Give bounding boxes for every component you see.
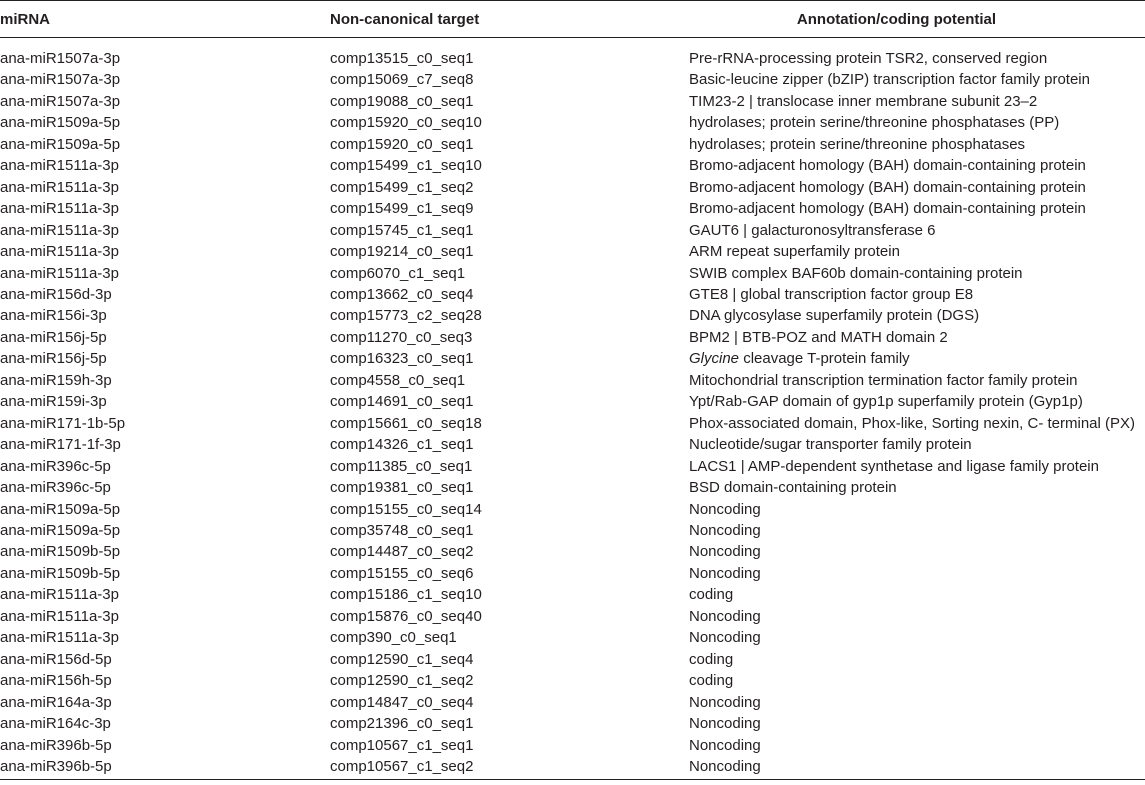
cell-target: comp15773_c2_seq28 [330,307,482,325]
cell-mirna: ana-miR156j-5p [0,350,107,368]
cell-mirna: ana-miR164c-3p [0,715,111,733]
cell-target: comp390_c0_seq1 [330,629,457,647]
table-row [0,177,1145,198]
cell-annotation: ARM repeat superfamily protein [689,243,900,261]
cell-target: comp19214_c0_seq1 [330,243,474,261]
table-row [0,520,1145,541]
cell-target: comp12590_c1_seq2 [330,672,474,690]
cell-mirna: ana-miR171-1f-3p [0,436,121,454]
cell-mirna: ana-miR396c-5p [0,479,111,497]
cell-annotation: LACS1 | AMP-dependent synthetase and ligase family protein [689,457,1099,475]
cell-annotation: Ypt/Rab-GAP domain of gyp1p superfamily protein (Gyp1p) [689,393,1083,411]
cell-target: comp15661_c0_seq18 [330,414,482,432]
table-row [0,692,1145,713]
cell-mirna: ana-miR156d-5p [0,650,112,668]
cell-annotation: DNA glycosylase superfamily protein (DGS) [689,307,980,325]
cell-annotation: Bromo-adjacent homology (BAH) domain-containing protein [689,157,1086,175]
cell-annotation: BSD domain-containing protein [689,479,897,497]
table-header [0,1,1145,38]
cell-annotation: TIM23-2 | translocase inner membrane subunit 23–2 [689,92,1038,110]
header-annotation: Annotation/coding potential [688,1,1145,38]
table-row [0,112,1145,133]
cell-annotation: Noncoding [689,500,761,518]
table-row [0,649,1145,670]
table-row [0,91,1145,112]
cell-mirna: ana-miR1511a-3p [0,264,119,282]
table-row [0,284,1145,305]
cell-target: comp10567_c1_seq2 [330,756,688,780]
cell-target: comp19381_c0_seq1 [330,479,474,497]
cell-annotation: BPM2 | BTB-POZ and MATH domain 2 [689,328,948,346]
cell-mirna: ana-miR396b-5p [0,756,330,780]
cell-annotation: Noncoding [689,629,761,647]
cell-target: comp14326_c1_seq1 [330,436,474,454]
table-row [0,456,1145,477]
cell-mirna: ana-miR1509a-5p [0,521,121,539]
table-body [0,38,1145,780]
cell-mirna: ana-miR1509a-5p [0,114,121,132]
cell-target: comp35748_c0_seq1 [330,521,474,539]
cell-annotation: Basic-leucine zipper (bZIP) transcription factor family protein [689,71,1090,89]
cell-annotation: GAUT6 | galacturonosyltransferase 6 [689,221,936,239]
cell-target: comp4558_c0_seq1 [330,371,466,389]
cell-mirna: ana-miR156h-5p [0,672,112,690]
cell-target: comp6070_c1_seq1 [330,264,466,282]
header-target: Non-canonical target [330,1,688,38]
table-row [0,541,1145,562]
table-row [0,627,1145,648]
cell-target: comp11385_c0_seq1 [330,457,473,475]
cell-mirna: ana-miR156i-3p [0,307,107,325]
table-row [0,670,1145,691]
cell-annotation: coding [689,586,734,604]
cell-annotation: Bromo-adjacent homology (BAH) domain-containing protein [689,178,1086,196]
cell-target: comp15069_c7_seq8 [330,71,474,89]
cell-target: comp21396_c0_seq1 [330,715,474,733]
cell-target: comp15920_c0_seq10 [330,114,482,132]
cell-mirna: ana-miR1509b-5p [0,564,121,582]
cell-target: comp15745_c1_seq1 [330,221,474,239]
table-row [0,370,1145,391]
table-row [0,220,1145,241]
table-row [0,563,1145,584]
cell-mirna: ana-miR1507a-3p [0,92,121,110]
cell-mirna: ana-miR171-1b-5p [0,414,126,432]
table-row [0,241,1145,262]
cell-annotation: Noncoding [689,543,761,561]
cell-annotation [688,348,1145,369]
table-row [0,327,1145,348]
cell-annotation: GTE8 | global transcription factor group E8 [689,285,974,303]
cell-mirna: ana-miR1511a-3p [0,243,119,261]
cell-annotation: Noncoding [689,693,761,711]
cell-target: comp15186_c1_seq10 [330,586,482,604]
table-row [0,263,1145,284]
cell-annotation: Pre-rRNA-processing protein TSR2, conserved region [689,50,1048,67]
table-row [0,606,1145,627]
cell-annotation: Noncoding [689,564,761,582]
cell-mirna: ana-miR1509a-5p [0,135,121,153]
table-row [0,348,1145,369]
cell-target: comp10567_c1_seq1 [330,736,474,754]
cell-target: comp14487_c0_seq2 [330,543,474,561]
cell-mirna: ana-miR156d-3p [0,285,112,303]
cell-annotation: Phox-associated domain, Phox-like, Sorting nexin, C- terminal (PX) [689,414,1136,432]
cell-target: comp12590_c1_seq4 [330,650,474,668]
cell-mirna: ana-miR164a-3p [0,693,112,711]
cell-target: comp11270_c0_seq3 [330,328,473,346]
header-mirna: miRNA [0,1,330,38]
cell-mirna: ana-miR159i-3p [0,393,107,411]
cell-annotation: Noncoding [688,756,1145,780]
cell-target: comp15155_c0_seq14 [330,500,482,518]
cell-annotation: Noncoding [689,521,761,539]
cell-annotation: Mitochondrial transcription termination factor family protein [689,371,1078,389]
table-row [0,713,1145,734]
cell-target: comp15920_c0_seq1 [330,135,474,153]
cell-target: comp15499_c1_seq2 [330,178,474,196]
cell-mirna: ana-miR1511a-3p [0,586,119,604]
cell-target: comp13515_c0_seq1 [330,50,474,67]
cell-annotation: coding [689,672,734,690]
cell-annotation: SWIB complex BAF60b domain-containing protein [689,264,1023,282]
cell-annotation: hydrolases; protein serine/threonine phosphatases [689,135,1026,153]
cell-mirna: ana-miR396b-5p [0,736,112,754]
cell-mirna: ana-miR1511a-3p [0,221,119,239]
cell-annotation: coding [689,650,734,668]
table-row [0,38,1145,70]
cell-mirna: ana-miR1509a-5p [0,500,121,518]
cell-annotation: hydrolases; protein serine/threonine phosphatases (PP) [689,114,1060,132]
cell-target: comp15155_c0_seq6 [330,564,474,582]
cell-annotation: Noncoding [689,715,761,733]
table-row [0,391,1145,412]
table-row [0,305,1145,326]
annotation-italic-term: Glycine [689,350,740,368]
cell-annotation: Bromo-adjacent homology (BAH) domain-containing protein [689,200,1086,218]
cell-target: comp13662_c0_seq4 [330,285,474,303]
cell-mirna: ana-miR1511a-3p [0,157,119,175]
cell-mirna: ana-miR159h-3p [0,371,112,389]
table-row [0,434,1145,455]
cell-mirna: ana-miR1511a-3p [0,178,119,196]
cell-mirna: ana-miR1511a-3p [0,629,119,647]
cell-mirna: ana-miR396c-5p [0,457,111,475]
table-row [0,735,1145,756]
cell-target: comp19088_c0_seq1 [330,92,474,110]
cell-mirna: ana-miR1511a-3p [0,200,119,218]
cell-target: comp16323_c0_seq1 [330,350,474,368]
header-row [0,1,1145,38]
table-row [0,69,1145,90]
table-row [0,155,1145,176]
table-row [0,499,1145,520]
cell-mirna: ana-miR1509b-5p [0,543,121,561]
table-row [0,413,1145,434]
table-row [0,477,1145,498]
cell-target: comp15499_c1_seq10 [330,157,482,175]
annotation-text: cleavage T-protein family [739,350,910,368]
table-row [0,198,1145,219]
cell-target: comp15876_c0_seq40 [330,607,482,625]
table-row [0,756,1145,780]
table-row [0,134,1145,155]
cell-mirna: ana-miR1507a-3p [0,50,121,67]
cell-target: comp14691_c0_seq1 [330,393,474,411]
cell-mirna: ana-miR1507a-3p [0,71,121,89]
cell-mirna: ana-miR1511a-3p [0,607,119,625]
cell-mirna: ana-miR156j-5p [0,328,107,346]
cell-target: comp14847_c0_seq4 [330,693,474,711]
cell-annotation: Nucleotide/sugar transporter family protein [689,436,972,454]
cell-annotation: Noncoding [689,736,761,754]
table-row [0,584,1145,605]
cell-target: comp15499_c1_seq9 [330,200,474,218]
cell-annotation: Noncoding [689,607,761,625]
